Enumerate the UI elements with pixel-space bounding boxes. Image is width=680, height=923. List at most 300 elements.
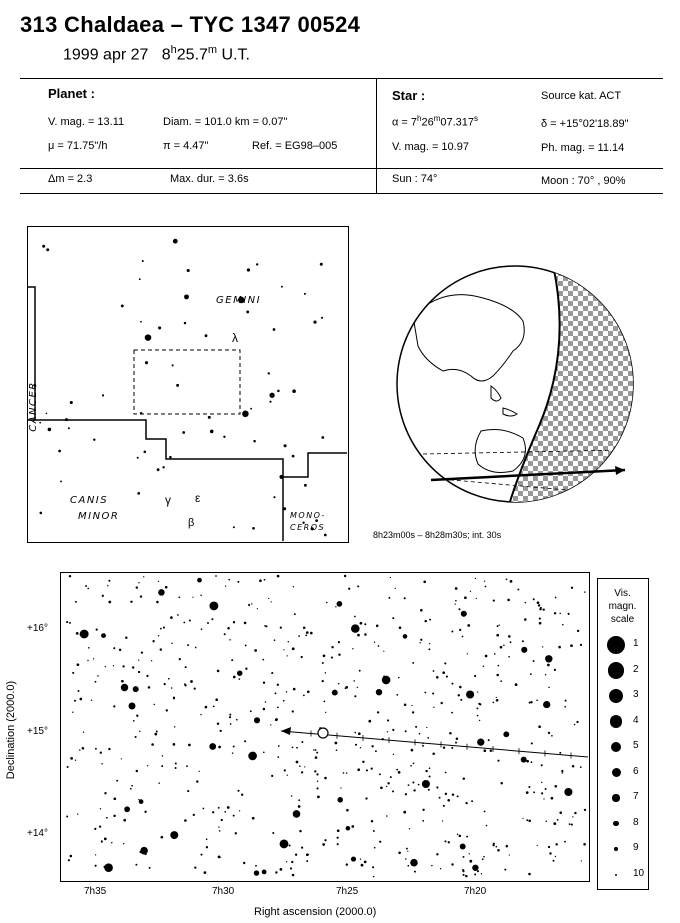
star-dot (277, 684, 279, 686)
star-dot (452, 683, 454, 685)
star-dot (525, 602, 526, 603)
star-dot (398, 771, 401, 774)
star-dot (541, 782, 542, 783)
star-dot (584, 809, 586, 811)
star-dot (212, 811, 214, 813)
star-dot (184, 322, 186, 324)
star-dot (436, 786, 438, 788)
star-dot (270, 724, 271, 725)
x-axis-label: Right ascension (2000.0) (254, 906, 377, 918)
star-dot (344, 575, 346, 577)
star-dot (443, 746, 445, 748)
star-dot (390, 776, 392, 778)
star-dot (105, 666, 106, 667)
star-dot (460, 699, 462, 701)
star-dot (203, 808, 205, 810)
star-dot (124, 806, 130, 812)
star-dot (229, 714, 231, 716)
ra-tick-7h30: 7h30 (212, 886, 235, 897)
star-dot (190, 680, 193, 683)
star-dot (412, 711, 414, 713)
star-dot (455, 600, 457, 602)
star-dot (553, 860, 555, 862)
star-dot (233, 676, 236, 679)
star-dot (196, 780, 198, 782)
star-dot (304, 484, 307, 487)
star-dot (65, 418, 68, 421)
star-dot (564, 841, 566, 843)
dec-tick-14: +14° (27, 828, 48, 839)
star-dot (229, 639, 230, 640)
star-dot (160, 648, 162, 650)
star-dot (364, 633, 367, 636)
star-dot (113, 797, 116, 800)
page-title: 313 Chaldaea – TYC 1347 00524 (20, 12, 361, 37)
star-dot (340, 787, 341, 788)
star-dot (390, 577, 391, 578)
star-dot (405, 730, 407, 732)
star-dot (101, 840, 102, 841)
star-dot (156, 731, 158, 733)
star-dot (378, 645, 380, 647)
star-dot (543, 701, 550, 708)
star-dot (422, 745, 424, 747)
star-dot (39, 422, 41, 424)
star-dot (432, 692, 434, 694)
star-dot (278, 745, 280, 747)
star-dot (483, 749, 486, 752)
star-dot (116, 780, 118, 782)
star-dot (76, 632, 79, 635)
star-dot (555, 597, 557, 599)
star-dot (75, 601, 77, 603)
star-dot (474, 874, 476, 876)
cancer-label: CANCER (27, 381, 39, 432)
scale-dot-5 (611, 742, 622, 753)
star-dot (156, 601, 159, 604)
star-dot (510, 641, 512, 643)
star-dot (292, 710, 294, 712)
star-dot (576, 721, 578, 723)
star-dot (87, 660, 88, 661)
star-dot (326, 602, 328, 604)
star-dot (543, 608, 545, 610)
star-dot (243, 862, 245, 864)
star-dot (220, 730, 222, 732)
star-dot (317, 780, 318, 781)
star-dot (141, 651, 143, 653)
star-dot (139, 799, 144, 804)
star-dot (463, 777, 465, 779)
star-dot (406, 848, 408, 850)
star-dot (388, 597, 390, 599)
star-dot (372, 866, 374, 868)
star-dot (271, 775, 273, 777)
star-dot (247, 268, 250, 271)
star-dot (499, 625, 500, 626)
scale-dot-1 (607, 636, 625, 654)
star-dot (352, 648, 353, 649)
star-dot (108, 580, 110, 582)
star-dot (95, 748, 97, 750)
star-dot (284, 769, 286, 771)
star-dot (577, 630, 579, 632)
star-dot (173, 239, 178, 244)
star-dot (284, 444, 287, 447)
star-dot (255, 865, 257, 867)
star-dot (305, 634, 307, 636)
star-dot (218, 826, 219, 827)
star-dot (561, 770, 563, 772)
star-dot (87, 588, 89, 590)
star-dot (387, 719, 389, 721)
star-dot (74, 700, 76, 702)
star-dot (58, 450, 61, 453)
star-dot (338, 683, 340, 685)
star-dot (154, 733, 157, 736)
star-dot (145, 361, 148, 364)
star-dot (533, 791, 535, 793)
star-dot (456, 738, 459, 741)
star-dot (504, 869, 506, 871)
star-dot (235, 832, 237, 834)
star-dot (104, 866, 107, 869)
star-dot (193, 814, 195, 816)
star-dot (313, 321, 316, 324)
star-dot (292, 389, 296, 393)
detail-stars (66, 575, 586, 878)
star-dot (172, 364, 174, 366)
delta-mag: Δm = 2.3 (48, 173, 93, 185)
star-dot (448, 841, 450, 843)
star-dot (405, 858, 407, 860)
star-dot (554, 612, 556, 614)
star-dot (548, 732, 550, 734)
star-dot (365, 797, 367, 799)
planet-vmag: V. mag. = 13.11 (48, 116, 125, 128)
star-dot (175, 767, 177, 769)
star-dot (133, 720, 135, 722)
star-dot (422, 809, 424, 811)
star-dot (162, 466, 164, 468)
star-dot (160, 836, 163, 839)
star-dot (323, 654, 326, 657)
star-dot (348, 588, 350, 590)
star-dot (169, 456, 172, 459)
star-dot (273, 496, 275, 498)
star-dot (224, 811, 226, 813)
star-dot (225, 585, 226, 586)
star-dot (94, 828, 96, 830)
star-dot (497, 625, 499, 627)
star-dot (428, 648, 430, 650)
star-dot (310, 632, 313, 635)
star-dot (458, 694, 460, 696)
star-dot (548, 846, 550, 848)
star-dot (496, 846, 498, 848)
star-dot (263, 681, 265, 683)
star-dot (392, 617, 394, 619)
star-dot (517, 589, 519, 591)
star-dot (540, 607, 542, 609)
star-dot (383, 651, 384, 652)
star-dot (257, 608, 258, 609)
star-dot (412, 781, 414, 783)
star-dot (256, 263, 258, 265)
star-dot (444, 840, 446, 842)
star-dot (521, 647, 527, 653)
star-dot (376, 689, 382, 695)
star-dot (545, 655, 552, 662)
star-dot (331, 646, 333, 648)
star-dot (184, 294, 189, 299)
star-dot (545, 821, 547, 823)
star-dot (562, 624, 564, 626)
star-dot (533, 660, 535, 662)
star-dot (85, 585, 87, 587)
star-dot (446, 676, 448, 678)
star-dot (507, 599, 510, 602)
star-dot (472, 865, 478, 871)
star-dot (283, 649, 284, 650)
star-dot (192, 597, 193, 598)
star-dot (346, 772, 347, 773)
star-dot (419, 733, 421, 735)
star-dot (205, 334, 208, 337)
star-dot (40, 512, 43, 515)
star-dot (360, 622, 363, 625)
star-dot (364, 861, 367, 864)
star-dot (415, 726, 417, 728)
star-dot (524, 618, 527, 621)
star-dot (151, 743, 154, 746)
star-dot (494, 653, 496, 655)
star-dot (292, 874, 295, 877)
star-dot (321, 317, 323, 319)
star-dot (113, 647, 115, 649)
star-dot (357, 687, 358, 688)
star-dot (497, 665, 499, 667)
star-dot (187, 790, 189, 792)
star-dot (71, 855, 72, 856)
star-dot (173, 696, 175, 698)
star-dot (515, 683, 518, 686)
star-dot (78, 690, 80, 692)
star-dot (250, 710, 252, 712)
star-dot (262, 659, 264, 661)
star-dot (469, 860, 472, 863)
star-dot (213, 706, 215, 708)
star-dot (307, 690, 310, 693)
star-dot (69, 575, 71, 577)
star-dot (483, 665, 484, 666)
star-dot (280, 839, 289, 848)
star-dot (386, 786, 387, 787)
star-dot (200, 854, 202, 856)
star-dot (413, 762, 415, 764)
star-dot (477, 870, 479, 872)
star-dot (186, 765, 188, 767)
star-dot (541, 764, 543, 766)
star-dot (121, 680, 124, 683)
star-dot (411, 749, 414, 752)
star-dot (447, 799, 450, 802)
star-dot (199, 771, 200, 772)
star-dot (362, 761, 364, 763)
star-dot (187, 644, 189, 646)
scale-dot-7 (612, 794, 619, 801)
star-dot (298, 799, 300, 801)
star-dot (331, 657, 333, 659)
star-dot (142, 260, 144, 262)
gemini-label: GEMINI (216, 295, 262, 306)
star-dot (357, 585, 359, 587)
star-dot (233, 526, 235, 528)
star-dot (497, 849, 500, 852)
target-star-marker (318, 728, 328, 738)
star-dot (443, 805, 445, 807)
star-dot (316, 787, 318, 789)
star-dot (239, 810, 240, 811)
star-dot (144, 811, 146, 813)
star-dot (102, 394, 104, 396)
star-dot (361, 864, 364, 867)
star-dot (206, 838, 208, 840)
star-dot (461, 611, 467, 617)
star-dot (296, 747, 298, 749)
star-dot (429, 775, 431, 777)
star-dot (522, 818, 523, 819)
star-dot (571, 587, 573, 589)
star-dot (135, 736, 137, 738)
star-dot (500, 680, 502, 682)
star-dot (286, 691, 288, 693)
star-dot (545, 674, 546, 675)
star-dot (173, 743, 176, 746)
star-dot (324, 701, 326, 703)
star-dot (459, 835, 462, 838)
path-ticks (311, 731, 571, 759)
star-dot (584, 591, 585, 592)
star-dot (496, 699, 499, 702)
star-dot (265, 701, 267, 703)
star-dot (140, 412, 143, 415)
star-dot (161, 765, 163, 767)
star-dot (424, 692, 426, 694)
star-dot (215, 698, 218, 701)
star-dot (227, 627, 230, 630)
star-dot (558, 646, 561, 649)
star-dot (496, 697, 497, 698)
star-dot (273, 328, 276, 331)
star-dot (564, 706, 566, 708)
star-dot (488, 739, 490, 741)
star-dot (346, 809, 349, 812)
star-dot (316, 773, 318, 775)
star-dot (153, 704, 154, 705)
star-dot (463, 856, 465, 858)
star-dot (293, 688, 296, 691)
star-dot (138, 671, 140, 673)
star-dot (320, 263, 323, 266)
star-dot (580, 644, 582, 646)
star-dot (138, 799, 139, 800)
star-dot (338, 641, 340, 643)
star-dot (477, 715, 479, 717)
star-dot (313, 749, 314, 750)
star-dot (79, 749, 81, 751)
star-chart-svg (61, 573, 588, 880)
star-dot (292, 647, 295, 650)
star-dot (88, 647, 90, 649)
star-dot (403, 811, 406, 814)
scale-label-4: 4 (633, 714, 639, 726)
ra-tick-7h20: 7h20 (464, 886, 487, 897)
star-dot (104, 792, 106, 794)
table-divider (376, 78, 377, 193)
star-dot (431, 865, 432, 866)
star-dot (470, 591, 471, 592)
star-dot (500, 782, 502, 784)
scale-dot-4 (610, 715, 623, 728)
star-dot (410, 859, 418, 867)
star-dot (149, 867, 151, 869)
star-dot (396, 694, 398, 696)
star-dot (351, 624, 360, 633)
star-dot (324, 534, 327, 537)
star-dot (337, 829, 340, 832)
star-dot (166, 586, 167, 587)
table-mid-rule (20, 168, 663, 169)
star-dot (283, 507, 286, 510)
star-dot (315, 756, 318, 759)
star-dot (293, 810, 301, 818)
star-dot (209, 601, 218, 610)
star-dot (458, 608, 460, 610)
star-dot (182, 431, 185, 434)
star-dot (236, 719, 238, 721)
star-dot (562, 772, 564, 774)
star-dot (346, 826, 351, 831)
star-dot (306, 631, 309, 634)
star-dot (538, 725, 541, 728)
star-dot (148, 686, 151, 689)
star-dot (324, 839, 326, 841)
star-dot (68, 427, 70, 429)
star-dot (464, 596, 467, 599)
star-dot (140, 847, 148, 855)
scale-dot-3 (609, 689, 623, 703)
star-alpha: $\alpha = 7^h26^m07.317^s$ (392, 114, 479, 129)
star-dot (166, 709, 168, 711)
scale-title: Vis. magn. scale (608, 588, 637, 625)
star-dot (373, 876, 374, 877)
star-dot (230, 723, 232, 725)
star-dot (268, 598, 269, 599)
star-dot (420, 639, 422, 641)
star-dot (337, 601, 343, 607)
star-dot (366, 769, 368, 771)
star-dot (338, 654, 340, 656)
star-dot (194, 687, 196, 689)
star-dot (223, 436, 225, 438)
star-dot (462, 636, 464, 638)
star-dot (449, 732, 452, 735)
scale-label-3: 3 (633, 689, 639, 700)
star-dot (160, 628, 162, 630)
star-dot (100, 808, 101, 809)
star-dot (138, 659, 139, 660)
